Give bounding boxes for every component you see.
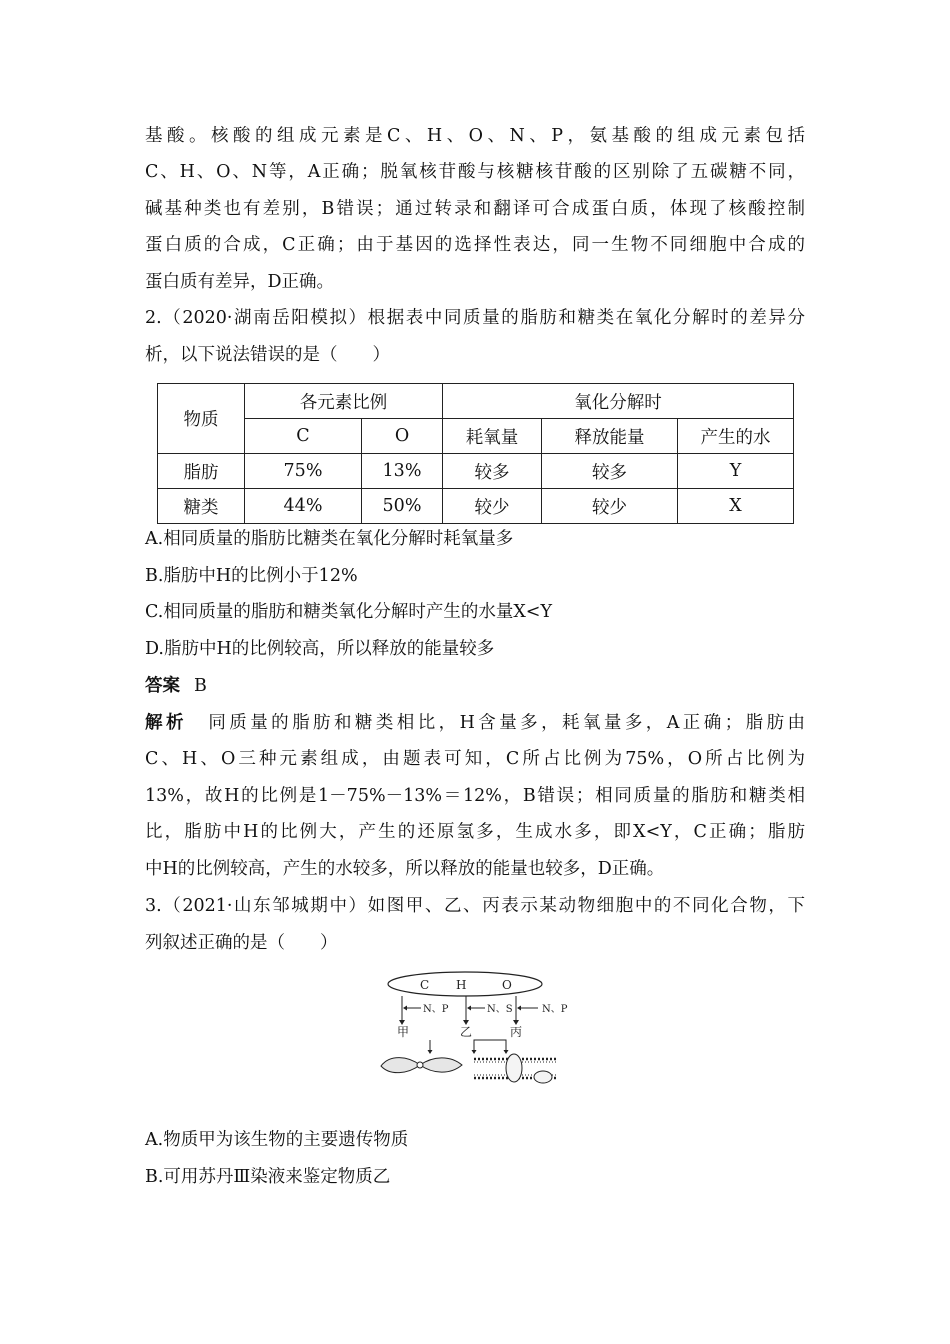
option-a: A.物质甲为该生物的主要遗传物质	[145, 1130, 409, 1150]
analysis-line: 比，脂肪中H的比例大，产生的还原氢多，生成水多，即X<Y，C正确；脂肪	[145, 822, 805, 842]
option-a: A.相同质量的脂肪比糖类在氧化分解时耗氧量多	[145, 529, 514, 549]
element-c: C	[420, 978, 430, 992]
arrowhead	[403, 1006, 407, 1011]
table-cell: 44%	[245, 489, 362, 524]
text-line: 碱基种类也有差别，B错误；通过转录和翻译可合成蛋白质，体现了核酸控制	[145, 199, 805, 219]
option-c: C.相同质量的脂肪和糖类氧化分解时产生的水量X<Y	[145, 602, 553, 622]
analysis-line: 13%，故H的比例是1－75%－13%＝12%，B错误；相同质量的脂肪和糖类相	[145, 786, 805, 806]
table-cell: Y	[678, 454, 794, 489]
table-col-oxygen: 耗氧量	[443, 419, 542, 454]
option-b: B.脂肪中H的比例小于12%	[145, 566, 358, 586]
analysis-text: 同质量的脂肪和糖类相比，H含量多，耗氧量多，A正确；脂肪由	[204, 713, 806, 733]
question-3-stem: 列叙述正确的是（ ）	[145, 933, 338, 953]
element-h: H	[456, 978, 467, 992]
table-cell: 较多	[443, 454, 542, 489]
table-cell: 13%	[362, 454, 443, 489]
table-cell: 较少	[443, 489, 542, 524]
table-header-ratio: 各元素比例	[245, 384, 443, 419]
element-o: O	[502, 978, 512, 992]
cell-membrane-icon	[474, 1054, 558, 1083]
table-col-water: 产生的水	[678, 419, 794, 454]
option-b: B.可用苏丹Ⅲ染液来鉴定物质乙	[145, 1167, 391, 1187]
table-col-c: C	[245, 419, 362, 454]
table-cell: 50%	[362, 489, 443, 524]
label-jia: 甲	[397, 1025, 410, 1039]
table-cell: 较少	[542, 489, 678, 524]
label-np-1: N、P	[423, 1004, 449, 1015]
table-cell: 糖类	[158, 489, 245, 524]
table-col-energy: 释放能量	[542, 419, 678, 454]
text-line: 蛋白质的合成，C正确；由于基因的选择性表达，同一生物不同细胞中合成的	[145, 235, 805, 255]
label-bing: 丙	[510, 1025, 523, 1039]
analysis-line	[145, 711, 805, 735]
answer-value: B	[194, 676, 207, 696]
question-2-stem: 析，以下说法错误的是（ ）	[145, 345, 390, 365]
table-cell: 75%	[245, 454, 362, 489]
table-row	[158, 489, 794, 524]
text-line: C、H、O、N等，A正确；脱氧核苷酸与核糖核苷酸的区别除了五碳糖不同，	[145, 162, 805, 182]
table-col-o: O	[362, 419, 443, 454]
comparison-table	[157, 383, 794, 524]
option-d: D.脂肪中H的比例较高，所以释放的能量较多	[145, 639, 495, 659]
question-3-stem: 3.（2021·山东邹城期中）如图甲、乙、丙表示某动物细胞中的不同化合物，下	[145, 896, 805, 916]
table-header-substance: 物质	[158, 384, 245, 454]
table-row	[158, 454, 794, 489]
table-cell: 较多	[542, 454, 678, 489]
analysis-line: 中H的比例较高，产生的水较多，所以释放的能量也较多，D正确。	[145, 859, 665, 879]
answer-line	[145, 674, 805, 698]
arrowhead	[517, 1006, 521, 1011]
label-np-2: N、P	[542, 1004, 568, 1015]
text-line: 蛋白质有差异，D正确。	[145, 272, 335, 292]
analysis-label: 解析	[145, 713, 187, 733]
label-ns: N、S	[487, 1004, 513, 1015]
chromosome-icon	[381, 1058, 462, 1073]
table-header-oxidation: 氧化分解时	[443, 384, 794, 419]
table-cell: X	[678, 489, 794, 524]
bracket-line	[474, 1040, 506, 1052]
text-line: 基酸。核酸的组成元素是C、H、O、N、P，氨基酸的组成元素包括	[145, 126, 805, 146]
arrowhead	[504, 1050, 509, 1054]
compound-diagram	[378, 970, 578, 1092]
label-yi: 乙	[460, 1025, 473, 1039]
table-cell: 脂肪	[158, 454, 245, 489]
analysis-line: C、H、O三种元素组成，由题表可知，C所占比例为75%，O所占比例为	[145, 749, 805, 769]
arrowhead	[467, 1006, 471, 1011]
answer-label: 答案	[145, 676, 180, 696]
question-2-stem: 2.（2020·湖南岳阳模拟）根据表中同质量的脂肪和糖类在氧化分解时的差异分	[145, 308, 805, 328]
arrowhead	[428, 1050, 433, 1054]
arrowhead	[472, 1050, 477, 1054]
